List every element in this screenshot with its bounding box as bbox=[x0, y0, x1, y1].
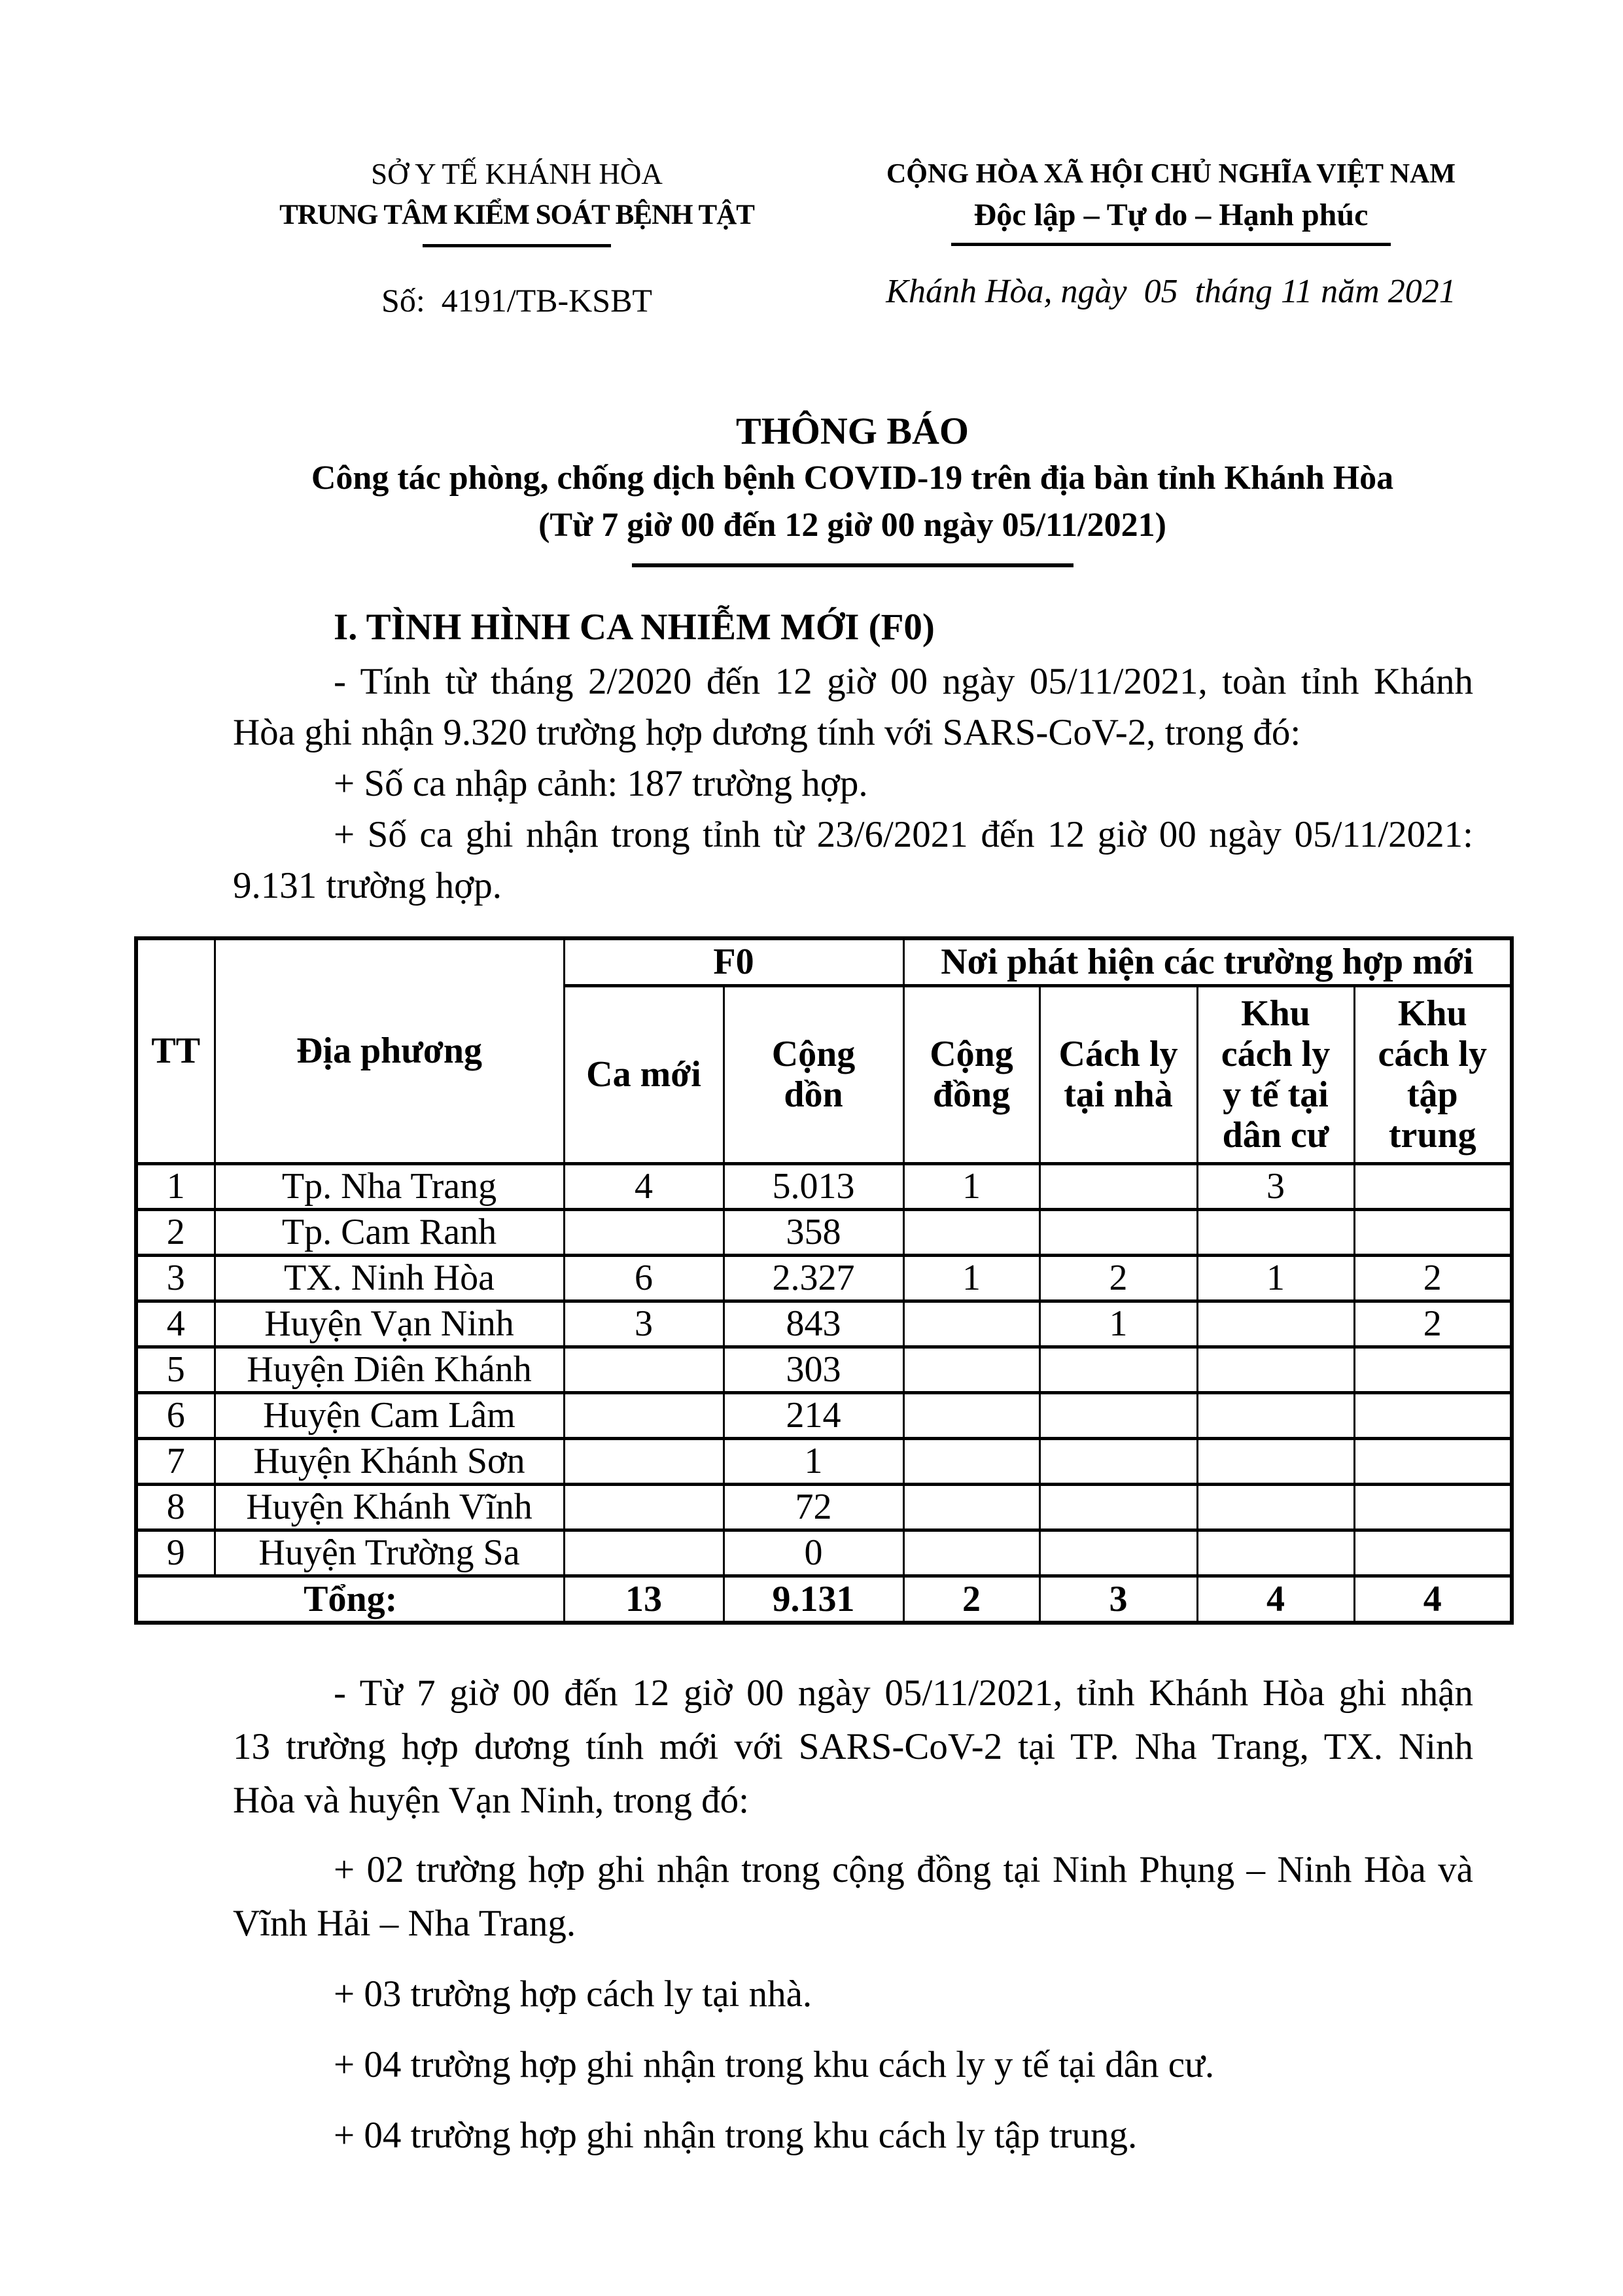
cell-new-cases: 6 bbox=[564, 1255, 724, 1301]
cell-medical-quarantine bbox=[1197, 1392, 1354, 1438]
paragraph-line: 13 trường hợp dương tính mới với SARS-CoV-2 tại TP. Nha Trang, TX. Ninh bbox=[233, 1726, 1473, 1767]
cell-community bbox=[903, 1484, 1039, 1530]
reporting-period: (Từ 7 giờ 00 đến 12 giờ 00 ngày 05/11/2021) bbox=[538, 506, 1166, 544]
cell-tt: 8 bbox=[136, 1484, 215, 1530]
col-header-medical-quarantine: Khu cách ly y tế tại dân cư bbox=[1197, 985, 1354, 1163]
cell-centralized-quarantine bbox=[1354, 1209, 1512, 1255]
cell-community: 1 bbox=[903, 1163, 1039, 1209]
table-total-row bbox=[136, 1576, 1512, 1623]
col-header-centralized-quarantine: Khu cách ly tập trung bbox=[1354, 985, 1512, 1163]
cell-home-quarantine bbox=[1039, 1438, 1197, 1484]
paragraph-line: + Số ca ghi nhận trong tỉnh từ 23/6/2021 đến 12 giờ 00 ngày 05/11/2021: bbox=[334, 814, 1473, 855]
cell-new-cases: 4 bbox=[564, 1163, 724, 1209]
cell-locality: Tp. Nha Trang bbox=[215, 1163, 564, 1209]
table-row bbox=[136, 1347, 1512, 1392]
cell-new-cases bbox=[564, 1530, 724, 1576]
cell-new-cases: 3 bbox=[564, 1301, 724, 1347]
cell-home-quarantine: 1 bbox=[1039, 1301, 1197, 1347]
cell-locality: Tp. Cam Ranh bbox=[215, 1209, 564, 1255]
cell-tt: 6 bbox=[136, 1392, 215, 1438]
cell-tt: 9 bbox=[136, 1530, 215, 1576]
cell-home-quarantine bbox=[1039, 1530, 1197, 1576]
paragraph-line: - Tính từ tháng 2/2020 đến 12 giờ 00 ngày 05/11/2021, toàn tỉnh Khánh bbox=[334, 661, 1473, 702]
col-header-tt: TT bbox=[136, 938, 215, 1163]
cell-centralized-quarantine: 2 bbox=[1354, 1255, 1512, 1301]
cell-centralized-quarantine bbox=[1354, 1484, 1512, 1530]
agency-underline bbox=[423, 244, 611, 247]
cases-by-locality-table bbox=[134, 936, 1514, 1625]
cell-locality: Huyện Diên Khánh bbox=[215, 1347, 564, 1392]
cell-medical-quarantine bbox=[1197, 1347, 1354, 1392]
national-motto: Độc lập – Tự do – Hạnh phúc bbox=[973, 198, 1369, 232]
cell-home-quarantine bbox=[1039, 1163, 1197, 1209]
document-type-title: THÔNG BÁO bbox=[735, 410, 969, 452]
total-home-quarantine: 3 bbox=[1039, 1576, 1197, 1623]
title-block bbox=[233, 408, 1472, 567]
col-header-community: Cộng đồng bbox=[903, 985, 1039, 1163]
col-header-home-quarantine: Cách ly tại nhà bbox=[1039, 985, 1197, 1163]
cell-centralized-quarantine bbox=[1354, 1438, 1512, 1484]
paragraph-line: - Từ 7 giờ 00 đến 12 giờ 00 ngày 05/11/2021, tỉnh Khánh Hòa ghi nhận bbox=[334, 1672, 1473, 1714]
cases-table-wrapper bbox=[134, 936, 1623, 1625]
cell-medical-quarantine: 3 bbox=[1197, 1163, 1354, 1209]
cell-tt: 4 bbox=[136, 1301, 215, 1347]
paragraph-line: Vĩnh Hải – Nha Trang. bbox=[233, 1903, 576, 1944]
cell-medical-quarantine bbox=[1197, 1209, 1354, 1255]
cell-home-quarantine bbox=[1039, 1209, 1197, 1255]
total-new-cases: 13 bbox=[564, 1576, 724, 1623]
motto-underline bbox=[951, 243, 1391, 246]
col-header-cumulative: Cộng dồn bbox=[724, 985, 903, 1163]
issuing-center: TRUNG TÂM KIỂM SOÁT BỆNH TẬT bbox=[279, 200, 754, 230]
cell-locality: TX. Ninh Hòa bbox=[215, 1255, 564, 1301]
cell-medical-quarantine: 1 bbox=[1197, 1255, 1354, 1301]
table-row bbox=[136, 1530, 1512, 1576]
document-number: Số: 4191/TB-KSBT bbox=[381, 282, 652, 319]
cell-cumulative: 5.013 bbox=[724, 1163, 903, 1209]
col-group-detection-place: Nơi phát hiện các trường hợp mới bbox=[903, 938, 1512, 985]
col-header-new-cases: Ca mới bbox=[564, 985, 724, 1163]
cell-locality: Huyện Vạn Ninh bbox=[215, 1301, 564, 1347]
table-row bbox=[136, 1255, 1512, 1301]
cell-cumulative: 0 bbox=[724, 1530, 903, 1576]
cell-community bbox=[903, 1301, 1039, 1347]
cell-locality: Huyện Cam Lâm bbox=[215, 1392, 564, 1438]
table-row bbox=[136, 1484, 1512, 1530]
cell-community bbox=[903, 1438, 1039, 1484]
national-title: CỘNG HÒA XÃ HỘI CHỦ NGHĨA VIỆT NAM bbox=[886, 159, 1456, 189]
section-1-paragraphs bbox=[233, 656, 1473, 911]
total-cumulative: 9.131 bbox=[724, 1576, 903, 1623]
paragraph-line: + 04 trường hợp ghi nhận trong khu cách ly tập trung. bbox=[334, 2115, 1138, 2156]
cell-centralized-quarantine bbox=[1354, 1392, 1512, 1438]
paragraph-line: + Số ca nhập cảnh: 187 trường hợp. bbox=[334, 763, 868, 804]
col-header-locality: Địa phương bbox=[215, 938, 564, 1163]
section-1-heading: I. TÌNH HÌNH CA NHIỄM MỚI (F0) bbox=[334, 607, 935, 648]
paragraph-line: Hòa và huyện Vạn Ninh, trong đó: bbox=[233, 1780, 749, 1821]
paragraph-line: Hòa ghi nhận 9.320 trường hợp dương tính với SARS-CoV-2, trong đó: bbox=[233, 712, 1301, 753]
cell-new-cases bbox=[564, 1209, 724, 1255]
cell-tt: 5 bbox=[136, 1347, 215, 1392]
total-label: Tổng: bbox=[136, 1576, 564, 1623]
cell-tt: 7 bbox=[136, 1438, 215, 1484]
cell-medical-quarantine bbox=[1197, 1301, 1354, 1347]
cell-home-quarantine: 2 bbox=[1039, 1255, 1197, 1301]
cell-medical-quarantine bbox=[1197, 1484, 1354, 1530]
cell-cumulative: 214 bbox=[724, 1392, 903, 1438]
cell-community bbox=[903, 1347, 1039, 1392]
title-underline bbox=[632, 563, 1073, 567]
cell-community bbox=[903, 1392, 1039, 1438]
cell-tt: 3 bbox=[136, 1255, 215, 1301]
table-row bbox=[136, 1163, 1512, 1209]
paragraph-line: + 03 trường hợp cách ly tại nhà. bbox=[334, 1973, 812, 2015]
cell-locality: Huyện Khánh Sơn bbox=[215, 1438, 564, 1484]
table-row bbox=[136, 1209, 1512, 1255]
table-row bbox=[136, 1301, 1512, 1347]
section-1-details bbox=[233, 1667, 1473, 2163]
cell-locality: Huyện Trường Sa bbox=[215, 1530, 564, 1576]
cell-centralized-quarantine bbox=[1354, 1347, 1512, 1392]
cell-new-cases bbox=[564, 1347, 724, 1392]
cell-community bbox=[903, 1530, 1039, 1576]
cell-centralized-quarantine bbox=[1354, 1163, 1512, 1209]
national-header-block bbox=[870, 154, 1472, 319]
total-medical-quarantine: 4 bbox=[1197, 1576, 1354, 1623]
cell-cumulative: 1 bbox=[724, 1438, 903, 1484]
cell-new-cases bbox=[564, 1438, 724, 1484]
cell-locality: Huyện Khánh Vĩnh bbox=[215, 1484, 564, 1530]
table-row bbox=[136, 1438, 1512, 1484]
cell-home-quarantine bbox=[1039, 1484, 1197, 1530]
cell-home-quarantine bbox=[1039, 1392, 1197, 1438]
cell-cumulative: 303 bbox=[724, 1347, 903, 1392]
cell-medical-quarantine bbox=[1197, 1530, 1354, 1576]
issuing-agency-block bbox=[249, 154, 785, 319]
document-subject: Công tác phòng, chống dịch bệnh COVID-19 trên địa bàn tỉnh Khánh Hòa bbox=[311, 459, 1394, 497]
col-group-f0: F0 bbox=[564, 938, 903, 985]
issuing-department: SỞ Y TẾ KHÁNH HÒA bbox=[371, 158, 663, 190]
cell-new-cases bbox=[564, 1392, 724, 1438]
cell-medical-quarantine bbox=[1197, 1438, 1354, 1484]
section-1 bbox=[233, 604, 1473, 911]
paragraph-line: 9.131 trường hợp. bbox=[233, 865, 502, 906]
cell-centralized-quarantine: 2 bbox=[1354, 1301, 1512, 1347]
total-community: 2 bbox=[903, 1576, 1039, 1623]
place-and-date: Khánh Hòa, ngày 05 tháng 11 năm 2021 bbox=[886, 273, 1456, 310]
cell-centralized-quarantine bbox=[1354, 1530, 1512, 1576]
document-header bbox=[0, 0, 1623, 319]
paragraph-line: + 02 trường hợp ghi nhận trong cộng đồng tại Ninh Phụng – Ninh Hòa và bbox=[334, 1849, 1473, 1890]
cell-new-cases bbox=[564, 1484, 724, 1530]
cell-tt: 1 bbox=[136, 1163, 215, 1209]
cell-cumulative: 72 bbox=[724, 1484, 903, 1530]
cell-cumulative: 358 bbox=[724, 1209, 903, 1255]
total-centralized-quarantine: 4 bbox=[1354, 1576, 1512, 1623]
cell-home-quarantine bbox=[1039, 1347, 1197, 1392]
paragraph-line: + 04 trường hợp ghi nhận trong khu cách ly y tế tại dân cư. bbox=[334, 2044, 1215, 2085]
cell-community bbox=[903, 1209, 1039, 1255]
cell-cumulative: 843 bbox=[724, 1301, 903, 1347]
cell-cumulative: 2.327 bbox=[724, 1255, 903, 1301]
table-row bbox=[136, 1392, 1512, 1438]
cell-community: 1 bbox=[903, 1255, 1039, 1301]
cell-tt: 2 bbox=[136, 1209, 215, 1255]
